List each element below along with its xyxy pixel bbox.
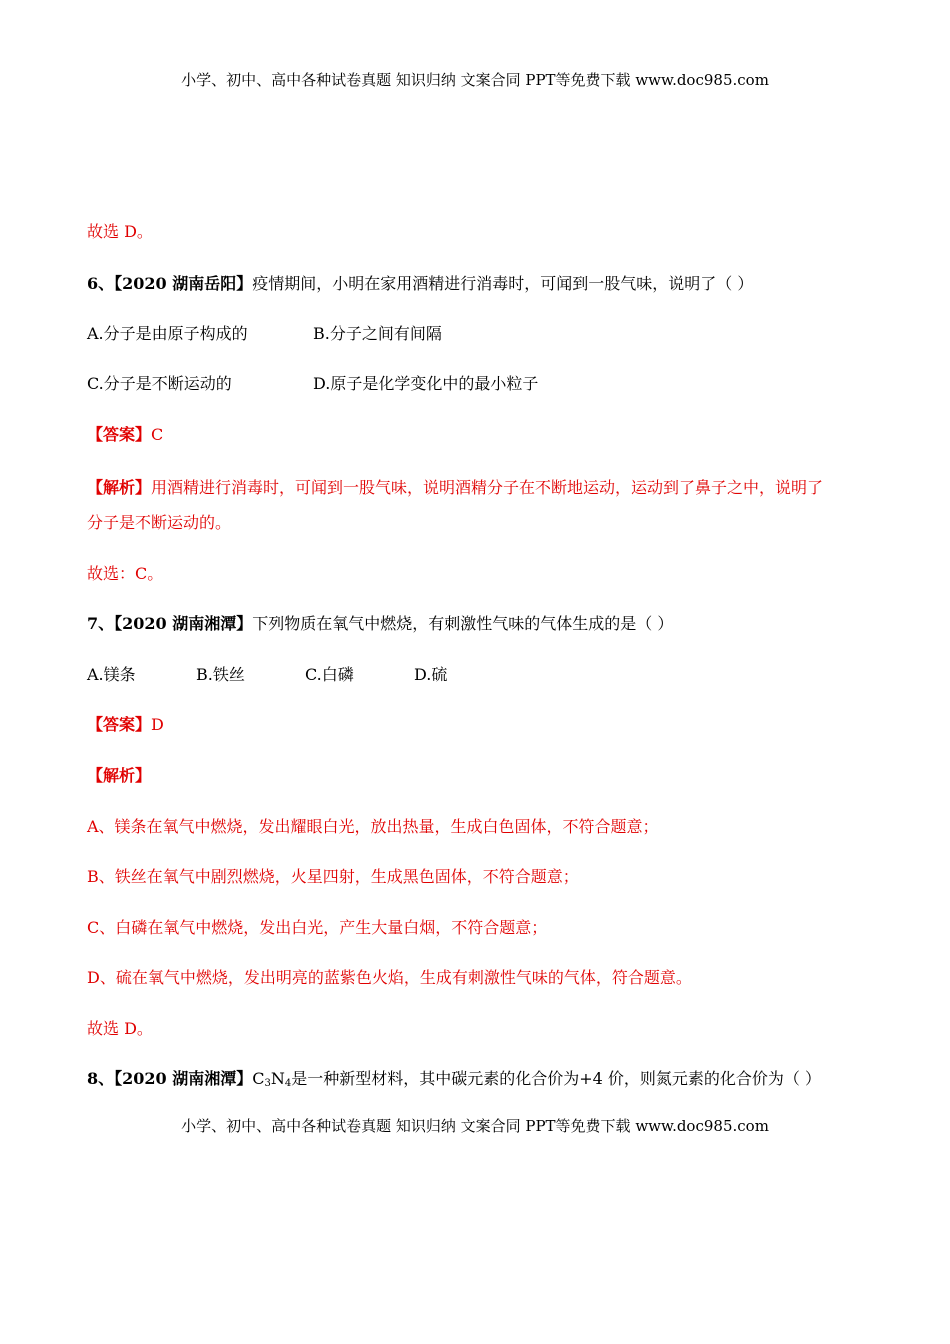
option-d: D.原子是化学变化中的最小粒子 <box>313 374 539 393</box>
page-footer: 小学、初中、高中各种试卷真题 知识归纳 文案合同 PPT等免费下载 www.doc985.com <box>181 1117 769 1135</box>
question-source: 【2020 湖南岳阳】 <box>114 274 253 293</box>
question-8 <box>87 1069 821 1089</box>
question-number: 6、 <box>87 274 115 293</box>
q7-analysis-label: 【解析】 <box>87 766 152 785</box>
q6-analysis <box>87 478 823 498</box>
question-stem: 疫情期间，小明在家用酒精进行消毒时，可闻到一股气味，说明了（ ） <box>252 274 754 293</box>
question-number: 7、 <box>87 614 115 633</box>
option-a: A.镁条 <box>87 665 136 684</box>
q7-conclusion: 故选 D。 <box>87 1019 153 1038</box>
analysis-label: 【解析】 <box>87 478 152 497</box>
q6-options-row-2 <box>87 374 538 394</box>
question-number: 8、 <box>87 1069 115 1088</box>
option-d: D.硫 <box>414 665 448 684</box>
q7-analysis-a: A、镁条在氧气中燃烧，发出耀眼白光，放出热量，生成白色固体，不符合题意； <box>87 817 659 836</box>
analysis-text: 用酒精进行消毒时，可闻到一股气味，说明酒精分子在不断地运动，运动到了鼻子之中，说明了 <box>151 478 824 497</box>
q7-answer <box>87 715 164 735</box>
q7-analysis-d: D、硫在氧气中燃烧，发出明亮的蓝紫色火焰，生成有刺激性气味的气体，符合题意。 <box>87 968 692 987</box>
q6-answer <box>87 425 163 445</box>
question-7 <box>87 614 673 634</box>
option-b: B.分子之间有间隔 <box>313 324 442 343</box>
answer-value: D <box>151 715 164 734</box>
question-source: 【2020 湖南湘潭】 <box>114 1069 253 1088</box>
answer-label: 【答案】 <box>87 715 152 734</box>
q6-options-row-1 <box>87 324 442 344</box>
answer-value: C <box>151 425 164 444</box>
previous-conclusion: 故选 D。 <box>87 222 153 241</box>
question-6 <box>87 274 753 294</box>
q6-conclusion: 故选：C。 <box>87 564 164 583</box>
question-source: 【2020 湖南湘潭】 <box>114 614 253 633</box>
q7-analysis-c: C、白磷在氧气中燃烧，发出白光，产生大量白烟，不符合题意； <box>87 918 548 937</box>
option-a: A.分子是由原子构成的 <box>87 324 248 343</box>
chemical-formula: $C_3N_4$ <box>252 1069 292 1089</box>
option-c: C.分子是不断运动的 <box>87 374 232 393</box>
answer-label: 【答案】 <box>87 425 152 444</box>
option-c: C.白磷 <box>305 665 354 684</box>
question-stem: 是一种新型材料，其中碳元素的化合价为+4 价，则氮元素的化合价为（ ） <box>291 1069 822 1088</box>
page-header: 小学、初中、高中各种试卷真题 知识归纳 文案合同 PPT等免费下载 www.doc985.com <box>181 71 769 89</box>
q7-analysis-b: B、铁丝在氧气中剧烈燃烧，火星四射，生成黑色固体，不符合题意； <box>87 867 579 886</box>
q7-options <box>87 665 447 685</box>
question-stem: 下列物质在氧气中燃烧，有刺激性气味的气体生成的是（ ） <box>252 614 674 633</box>
option-b: B.铁丝 <box>196 665 245 684</box>
q6-analysis-continued: 分子是不断运动的。 <box>87 513 232 532</box>
